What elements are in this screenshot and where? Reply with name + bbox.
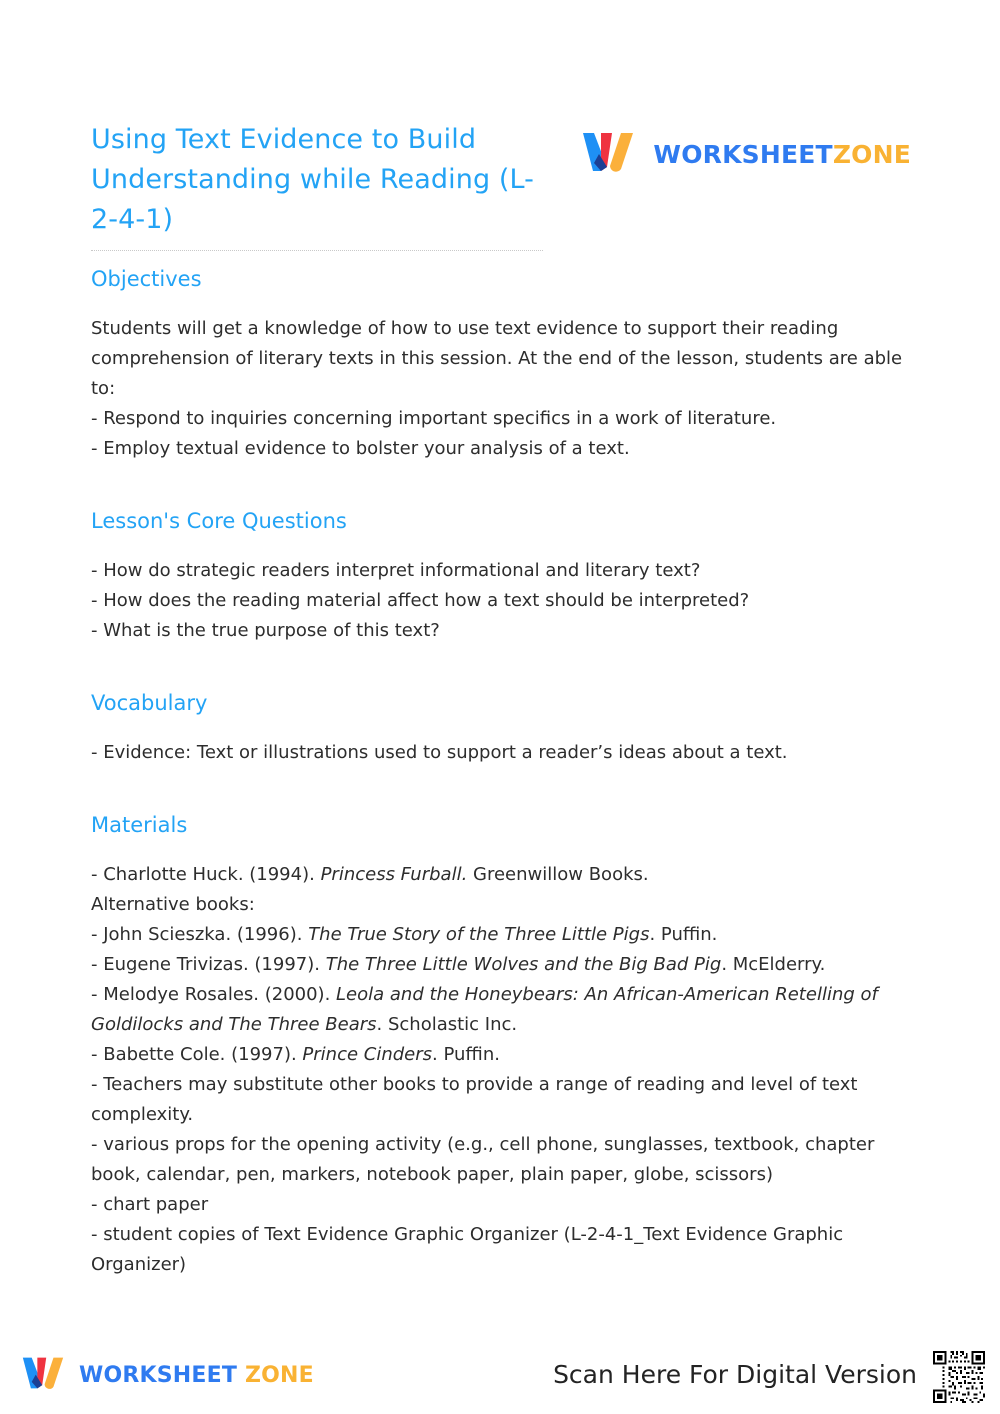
section-heading-vocabulary: Vocabulary <box>91 691 208 715</box>
brand-name-zone-footer: ZONE <box>244 1362 314 1388</box>
brand-name-worksheet-footer: WORKSHEET <box>79 1362 238 1388</box>
core-question-1: - How do strategic readers interpret informational and literary text? <box>91 560 701 581</box>
objectives-intro: Students will get a knowledge of how to use text evidence to support their reading comprehension of literary texts in this session. At the end of the lesson, students are able to: <box>91 318 903 399</box>
section-heading-objectives: Objectives <box>91 267 202 291</box>
page-title: Using Text Evidence to Build Understanding while Reading (L-2-4-1) <box>91 124 535 235</box>
page-footer <box>0 1328 1000 1414</box>
vocabulary-item-1: - Evidence: Text or illustrations used to support a reader’s ideas about a text. <box>91 742 788 763</box>
document-body <box>91 264 913 1280</box>
brand-wordmark-footer <box>79 1363 314 1388</box>
brand-logo-header <box>577 130 911 178</box>
spacer <box>91 646 913 688</box>
objectives-bullet-1: - Respond to inquiries concerning important specifics in a work of literature. <box>91 408 777 429</box>
materials-item: Alternative books: <box>91 894 255 915</box>
section-materials <box>91 810 913 1280</box>
core-question-2: - How does the reading material affect how a text should be interpreted? <box>91 590 750 611</box>
section-heading-materials: Materials <box>91 813 188 837</box>
brand-name-worksheet: WORKSHEET <box>653 139 833 169</box>
brand-wordmark-header <box>653 140 911 169</box>
materials-item: - Eugene Trivizas. (1997). The Three Little Wolves and the Big Bad Pig. McElderry. <box>91 954 826 975</box>
objectives-bullet-2: - Employ textual evidence to bolster your analysis of a text. <box>91 438 630 459</box>
materials-item: - Charlotte Huck. (1994). Princess Furball. Greenwillow Books. <box>91 864 649 885</box>
scan-instruction-text: Scan Here For Digital Version <box>553 1360 917 1389</box>
book-title: Princess Furball. <box>320 864 468 885</box>
core-questions-content <box>91 556 913 646</box>
spacer <box>91 768 913 810</box>
materials-item: - Teachers may substitute other books to provide a range of reading and level of text complexity. <box>91 1074 858 1125</box>
section-heading-core-questions: Lesson's Core Questions <box>91 509 347 533</box>
section-vocabulary <box>91 688 913 768</box>
core-question-3: - What is the true purpose of this text? <box>91 620 440 641</box>
materials-item: - chart paper <box>91 1194 209 1215</box>
section-core-questions <box>91 506 913 646</box>
title-divider <box>91 250 543 251</box>
worksheetzone-w-icon-footer <box>18 1354 68 1396</box>
materials-item: - Babette Cole. (1997). Prince Cinders. Puffin. <box>91 1044 500 1065</box>
book-title: The Three Little Wolves and the Big Bad Pig <box>325 954 722 975</box>
brand-name-zone: ZONE <box>832 139 911 169</box>
spacer <box>91 464 913 506</box>
page-header <box>91 120 911 240</box>
materials-item: - John Scieszka. (1996). The True Story of the Three Little Pigs. Puffin. <box>91 924 718 945</box>
materials-content <box>91 860 913 1280</box>
materials-item: - student copies of Text Evidence Graphic Organizer (L-2-4-1_Text Evidence Graphic Organizer) <box>91 1224 844 1275</box>
book-title: Prince Cinders <box>302 1044 433 1065</box>
materials-item: - various props for the opening activity (e.g., cell phone, sunglasses, textbook, chapter book, calendar, pen, markers, notebook paper, plain paper, globe, scissors) <box>91 1134 875 1185</box>
qr-code[interactable] <box>926 1344 992 1410</box>
brand-logo-footer <box>18 1354 314 1396</box>
vocabulary-content <box>91 738 913 768</box>
worksheetzone-w-icon <box>577 130 639 178</box>
book-title: Leola and the Honeybears: An African-American Retelling of Goldilocks and The Three Bears <box>91 984 878 1035</box>
section-objectives <box>91 264 913 464</box>
materials-item: - Melodye Rosales. (2000). Leola and the Honeybears: An African-American Retelling of Goldilocks and The Three Bears. Scholastic Inc. <box>91 984 878 1035</box>
objectives-content <box>91 314 913 464</box>
book-title: The True Story of the Three Little Pigs <box>308 924 650 945</box>
